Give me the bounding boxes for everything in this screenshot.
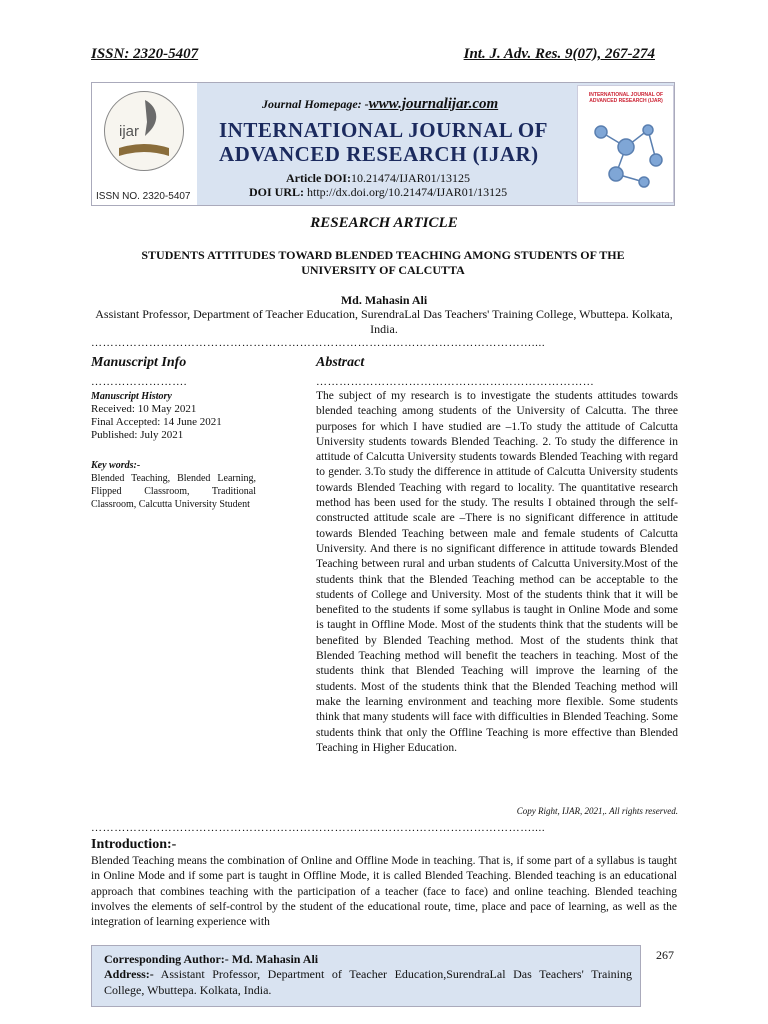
page-number: 267 (656, 948, 674, 962)
accepted-date: Final Accepted: 14 June 2021 (91, 416, 222, 428)
journal-homepage (262, 96, 498, 113)
author-name: Md. Mahasin Ali (340, 293, 428, 307)
keywords: Blended Teaching, Blended Learning, Flipped Classroom, Traditional Classroom, Calcutta University Student (91, 473, 256, 510)
article-doi (286, 171, 470, 186)
introduction-text: Blended Teaching means the combination of Online and Offline Mode in teaching. That is, if some part of a syllabus is taught in Online Mode and if some part is taught in Offline Mode, it is called Blended Teaching. Blended teaching is an educational approach that combines teaching with the participation of a teacher (face to face) and online teaching. Blended teaching involves the elements of self-control by the student of the educational route, time, place and pace of learning, as well as the integration of learning experience with (91, 855, 677, 929)
doi-url-label: DOI URL: (249, 185, 305, 199)
corresponding-author-title: Corresponding Author:- Md. Mahasin Ali (104, 952, 319, 966)
doi-value: 10.21474/IJAR01/13125 (350, 171, 470, 185)
issn-header: ISSN: 2320-5407 (91, 46, 199, 62)
journal-cover-thumbnail (577, 85, 674, 203)
published-date: Published: July 2021 (91, 429, 184, 441)
paper-title: STUDENTS ATTITUDES TOWARD BLENDED TEACHING AMONG STUDENTS OF THE UNIVERSITY OF CALCUTTA (141, 248, 625, 277)
logo-text: ijar (119, 123, 140, 140)
history-label: Manuscript History (91, 391, 172, 402)
separator-dots: …………………………………………………………………………………………………….... (91, 337, 546, 349)
corresponding-author-box (91, 945, 641, 1007)
received-date: Received: 10 May 2021 (91, 403, 197, 415)
abstract-text: The subject of my research is to investigate the students attitudes towards blended teaching among students of the University of Calcutta. The three purposes for which I have studied are –1.To study the attitude of Calcutta University students towards Blended Teaching. 2. To study the difference in attitude of Calcutta University students towards Blended Teaching with regard to gender. 3.To study the difference in attitude of Calcutta University students towards Blended Teaching with regard to locality. The quantitative research method has been used for the study. The results I obtained through the self- constructed attitude scale are –There is no significant difference in attitude towards Blended Teaching between male and female students of Calcutta University. And there is no significant difference in attitude towards Blended Teaching between rural and urban students of Calcutta University.Most of the students think that the Blended Teaching method can be acceptable to the students of College and University. Most of the students think that it will be benefited to the students if some syllabus is taught in Online Mode and some is taught in Offline Mode. Most of the students think that the students will be benefited by Blended Teaching method. Most of the students think that Blended Teaching method will benefit the teachers in teaching. Most of the students think that Blended Teaching will improve the learning of the students. Most of the students think that the Blended Teaching method will make the learning environment and teaching more flexible. Some students think that many students will face with difficulties in Blended Teaching. Some students think that only the Offline Teaching is more effective than Blended Teaching in Higher Education. (316, 390, 678, 754)
article-type: RESEARCH ARTICLE (310, 215, 458, 231)
manuscript-info-heading: Manuscript Info (91, 355, 187, 370)
introduction-heading: Introduction:- (91, 837, 177, 852)
journal-logo (92, 83, 197, 205)
doi-label: Article DOI: (286, 171, 351, 185)
cover-title: INTERNATIONAL JOURNAL OF ADVANCED RESEARCH (IJAR) (588, 92, 664, 104)
quill-book-icon (105, 92, 183, 170)
doi-url-link[interactable]: http://dx.doi.org/10.21474/IJAR01/13125 (307, 185, 508, 199)
separator-dots: ……………………………………………………………… (316, 376, 595, 388)
author-affiliation: Assistant Professor, Department of Teacher Education, SurendraLal Das Teachers' Training College, Wbuttepa. Kolkata, India. (95, 307, 673, 336)
separator-dots: ……………………. (91, 376, 188, 388)
separator-dots: …………………………………………………………………………………………………….... (91, 822, 546, 834)
manuscript-info (91, 390, 256, 511)
address-label: Address:- (104, 967, 154, 981)
corresponding-author-address (104, 966, 632, 998)
copyright: Copy Right, IJAR, 2021,. All rights reserved. (516, 806, 678, 816)
journal-title: INTERNATIONAL JOURNAL OF ADVANCED RESEARCH (IJAR) (219, 118, 548, 166)
homepage-label: Journal Homepage: - (262, 97, 369, 111)
homepage-link[interactable]: www.journalijar.com (368, 96, 499, 112)
logo-emblem (104, 91, 184, 171)
keywords-label: Key words:- (91, 460, 141, 471)
citation-header: Int. J. Adv. Res. 9(07), 267-274 (463, 46, 655, 62)
molecule-icon (586, 112, 666, 196)
doi-url (249, 185, 507, 200)
abstract-heading: Abstract (316, 355, 365, 370)
logo-issn: ISSN NO. 2320-5407 (96, 191, 191, 202)
address-text: Assistant Professor, Department of Teacher Education,SurendraLal Das Teachers' Training College, Wbuttepa. Kolkata, India. (104, 967, 632, 997)
